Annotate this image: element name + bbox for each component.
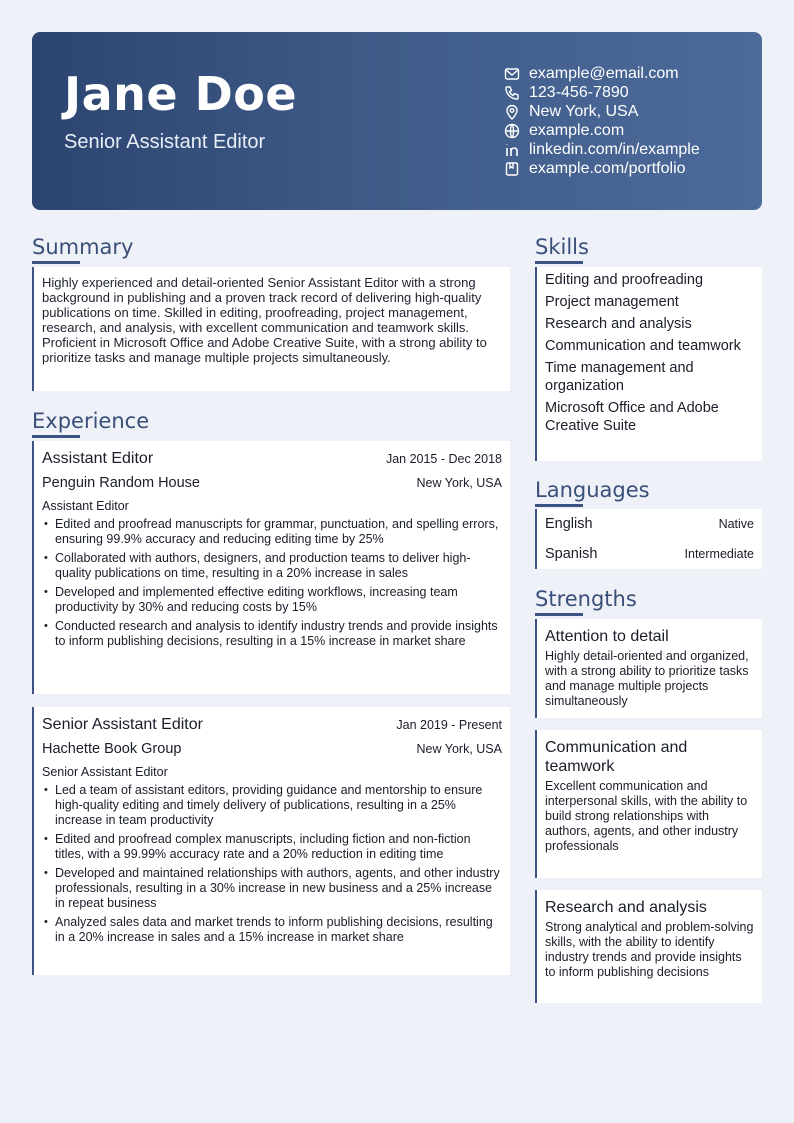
resume-header bbox=[32, 32, 762, 210]
location-pin-icon bbox=[504, 104, 520, 120]
job-2-bullet: • Led a team of assistant editors, providing guidance and mentorship to ensure high-quality editing and timely delivery of publications, resulting in a 25% increase in team productivity bbox=[42, 783, 502, 828]
job-1-bullet: • Conducted research and analysis to identify industry trends and provide insights to inform publishing decisions, resulting in a 15% increase in market share bbox=[42, 619, 502, 649]
strength-title: Communication and teamwork bbox=[545, 739, 688, 775]
strength-card bbox=[535, 890, 762, 1003]
job-2-company: Hachette Book Group bbox=[42, 741, 182, 757]
language-level: Native bbox=[718, 517, 754, 531]
job-1-header bbox=[42, 449, 502, 469]
job-2-bullet: • Analyzed sales data and market trends to inform publishing decisions, resulting in a 20% increase in sales and a 15% increase in market share bbox=[42, 915, 502, 945]
job-1-dates: Jan 2015 - Dec 2018 bbox=[385, 452, 502, 466]
summary-card bbox=[32, 267, 510, 391]
language-row-english bbox=[545, 509, 754, 539]
job-2-bullet: • Developed and maintained relationships with authors, agents, and other industry professionals, resulting in a 30% increase in new business and a 25% increase in repeat business bbox=[42, 866, 502, 911]
contact-phone[interactable] bbox=[504, 83, 754, 102]
job-2-bullet: • Edited and proofread complex manuscripts, including fiction and non-fiction titles, with a 99.99% accuracy rate and a 20% reduction in editing time bbox=[42, 832, 502, 862]
job-1-company: Penguin Random House bbox=[42, 475, 200, 491]
experience-job-1 bbox=[32, 441, 510, 694]
summary-heading: Summary bbox=[32, 235, 134, 259]
skills-heading: Skills bbox=[535, 235, 589, 259]
skills-card bbox=[535, 267, 762, 461]
experience-heading: Experience bbox=[32, 409, 150, 433]
job-2-bullets bbox=[42, 783, 502, 945]
job-2-location: New York, USA bbox=[416, 742, 502, 756]
job-2-header bbox=[42, 715, 502, 735]
skill-item: Communication and teamwork bbox=[545, 338, 741, 354]
portfolio-icon bbox=[504, 161, 520, 177]
skill-item: Time management and organization bbox=[545, 360, 694, 394]
experience-heading-underline bbox=[32, 435, 80, 438]
strength-description: Highly detail-oriented and organized, with a strong ability to prioritize tasks and manage multiple projects simultaneously bbox=[545, 649, 749, 708]
globe-icon bbox=[504, 123, 520, 139]
contact-portfolio-text: example.com/portfolio bbox=[529, 160, 686, 177]
contact-website-text: example.com bbox=[529, 122, 625, 139]
contact-email[interactable] bbox=[504, 64, 754, 83]
job-1-role: Assistant Editor bbox=[42, 499, 129, 513]
job-2-title: Senior Assistant Editor bbox=[42, 716, 203, 733]
job-2-dates: Jan 2019 - Present bbox=[396, 718, 502, 732]
job-2-role: Senior Assistant Editor bbox=[42, 765, 168, 779]
language-row-spanish bbox=[545, 539, 754, 569]
contact-linkedin[interactable] bbox=[504, 140, 754, 159]
contact-location-text: New York, USA bbox=[529, 103, 639, 120]
envelope-icon bbox=[504, 66, 520, 82]
contact-portfolio[interactable] bbox=[504, 159, 754, 178]
job-1-title: Assistant Editor bbox=[42, 450, 154, 467]
skill-item: Research and analysis bbox=[545, 316, 692, 332]
strength-title: Attention to detail bbox=[545, 628, 669, 645]
skill-item: Editing and proofreading bbox=[545, 272, 704, 288]
contact-linkedin-text: linkedin.com/in/example bbox=[529, 141, 700, 158]
language-name: English bbox=[545, 516, 593, 532]
skill-item: Project management bbox=[545, 294, 679, 310]
experience-job-2 bbox=[32, 707, 510, 975]
language-level: Intermediate bbox=[684, 547, 754, 561]
phone-icon bbox=[504, 85, 520, 101]
languages-heading-underline bbox=[535, 504, 583, 507]
strength-description: Strong analytical and problem-solving skills, with the ability to identify industry trends and provide insights to inform publishing decisions bbox=[545, 920, 754, 979]
job-1-company-row bbox=[42, 475, 502, 491]
skills-heading-underline bbox=[535, 261, 583, 264]
strengths-heading-underline bbox=[535, 613, 583, 616]
languages-heading: Languages bbox=[535, 478, 650, 502]
job-1-bullet: • Edited and proofread manuscripts for grammar, punctuation, and spelling errors, ensuring 99.9% accuracy and reducing editing time by 25% bbox=[42, 517, 502, 547]
job-1-bullets bbox=[42, 517, 502, 649]
contact-email-text: example@email.com bbox=[529, 65, 679, 82]
contact-website[interactable] bbox=[504, 121, 754, 140]
contact-list bbox=[504, 64, 754, 178]
strength-card bbox=[535, 619, 762, 718]
summary-text: Highly experienced and detail-oriented Senior Assistant Editor with a strong background in publishing and a proven track record of delivering high-quality publications on time. Skilled in editing, proofreading, project management, research, and analysis, with excellent communication and teamwork skills. Proficient in Microsoft Office and Adobe Creative Suite, with a strong ability to prioritize tasks and manage multiple projects simultaneously. bbox=[42, 275, 487, 365]
job-1-bullet: • Developed and implemented effective editing workflows, increasing team productivity by 30% and reducing costs by 15% bbox=[42, 585, 502, 615]
linkedin-icon bbox=[504, 142, 520, 158]
job-1-bullet: • Collaborated with authors, designers, and production teams to deliver high-quality publications on time, resulting in a 20% increase in sales bbox=[42, 551, 502, 581]
strength-title: Research and analysis bbox=[545, 899, 707, 916]
candidate-title: Senior Assistant Editor bbox=[64, 131, 266, 153]
strength-card bbox=[535, 730, 762, 878]
contact-location bbox=[504, 102, 754, 121]
contact-phone-text: 123-456-7890 bbox=[529, 84, 629, 101]
job-1-location: New York, USA bbox=[416, 476, 502, 490]
languages-card bbox=[535, 509, 762, 569]
candidate-name: Jane Doe bbox=[64, 67, 298, 121]
job-2-company-row bbox=[42, 741, 502, 757]
strengths-heading: Strengths bbox=[535, 587, 637, 611]
summary-heading-underline bbox=[32, 261, 80, 264]
strength-description: Excellent communication and interpersonal skills, with the ability to build strong relationships with authors, agents, and other industry professionals bbox=[545, 779, 748, 853]
language-name: Spanish bbox=[545, 546, 598, 562]
skill-item: Microsoft Office and Adobe Creative Suite bbox=[545, 400, 719, 434]
